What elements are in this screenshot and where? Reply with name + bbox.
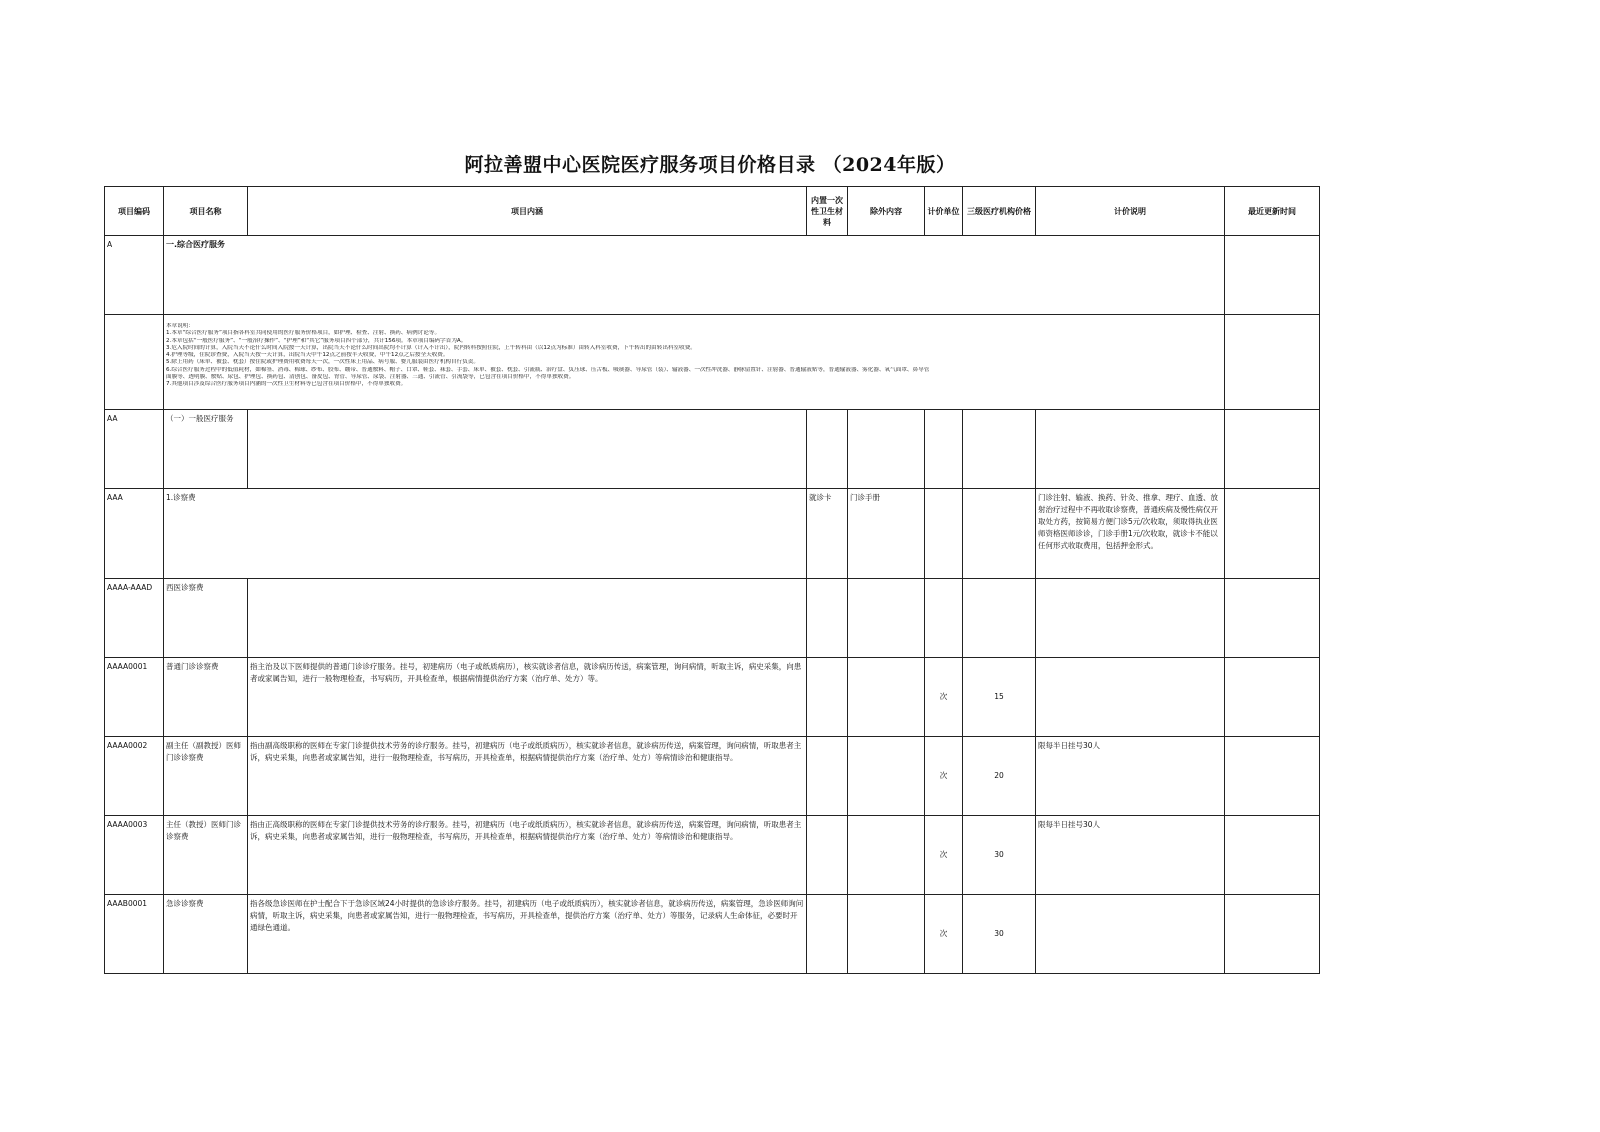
subsection-code: AA xyxy=(105,410,164,489)
note-line: 本章说明： xyxy=(166,323,194,329)
row-content: 指由副高级职称的医师在专家门诊提供技术劳务的诊疗服务。挂号，初建病历（电子或纸质病历），核实就诊者信息，就诊病历传送，病案管理，询问病情，听取患者主诉，病史采集，向患者或家属告知，进行一般物理检查，书写病历，开具检查单，根据病情提供治疗方案（治疗单、处方）等病情诊治和健康指导。 xyxy=(248,737,807,816)
chapter-notes xyxy=(164,315,1225,410)
row-code: AAAB0001 xyxy=(105,895,164,974)
note-line: 2.本章包括“一般医疗服务”、“一般治疗操作”、“护理”和“其它”服务项目四个部分，共计156项。本章项目编码字首为A。 xyxy=(166,337,467,344)
header-row xyxy=(105,187,1320,236)
section-code: A xyxy=(105,236,164,315)
table-row xyxy=(105,816,1320,895)
item-exclusion: 门诊手册 xyxy=(848,489,925,579)
header-content: 项目内涵 xyxy=(248,187,807,236)
row-content: 指主治及以下医师提供的普通门诊诊疗服务。挂号，初建病历（电子或纸质病历），核实就诊者信息，就诊病历传送，病案管理，询问病情，听取主诉，病史采集，向患者或家属告知，进行一般物理检查，书写病历，开具检查单，根据病情提供治疗方案（治疗单、处方）等。 xyxy=(248,658,807,737)
row-price: 15 xyxy=(963,658,1036,737)
row-explanation: 限每半日挂号30人 xyxy=(1036,737,1225,816)
note-line: 7.其他项目涉及综合医疗服务项目内涵的一次性卫生材料等已包含在项目价格中，不得单独收费。 xyxy=(166,381,407,388)
item-material: 就诊卡 xyxy=(807,489,848,579)
section-row xyxy=(105,236,1320,315)
item-explanation: 门诊注射、输液、换药、针灸、推拿、理疗、血透、放射治疗过程中不再收取诊察费，普通疾病及慢性病仅开取处方药，按简易方便门诊5元/次收取，须取得执业医师资格医师诊诊，门诊手册1元/次收取，就诊卡不能以任何形式收取费用，包括押金形式。 xyxy=(1036,489,1225,579)
price-table xyxy=(104,186,1320,974)
note-line: 4.护理等级，住院诊查费，入院当天按一天计算，出院当天中午12点之前按半天收费，中午12点之后按全天收费。 xyxy=(166,352,449,359)
row-unit: 次 xyxy=(925,737,963,816)
item-row xyxy=(105,489,1320,579)
header-material: 内置一次性卫生材料 xyxy=(807,187,848,236)
row-explanation xyxy=(1036,895,1225,974)
header-updated: 最近更新时间 xyxy=(1225,187,1320,236)
header-unit: 计价单位 xyxy=(925,187,963,236)
item-name: 1.诊察费 xyxy=(164,489,807,579)
group-name: 西医诊察费 xyxy=(164,579,248,658)
note-line: 1.本章“综合医疗服务”项目指各科室共同使用的医疗服务价格项目，如护理、检查、注射、换药、病例讨论等。 xyxy=(166,330,441,337)
row-explanation xyxy=(1036,658,1225,737)
table-row xyxy=(105,737,1320,816)
row-unit: 次 xyxy=(925,816,963,895)
page-title: 阿拉善盟中心医院医疗服务项目价格目录 （2024年版） xyxy=(464,154,956,176)
row-name: 主任（教授）医师门诊诊察费 xyxy=(164,816,248,895)
row-price: 20 xyxy=(963,737,1036,816)
header-price: 三级医疗机构价格 xyxy=(963,187,1036,236)
row-name: 急诊诊察费 xyxy=(164,895,248,974)
group-code: AAAA-AAAD xyxy=(105,579,164,658)
row-unit: 次 xyxy=(925,658,963,737)
row-price: 30 xyxy=(963,895,1036,974)
group-row xyxy=(105,579,1320,658)
table-row xyxy=(105,658,1320,737)
row-content: 指由正高级职称的医师在专家门诊提供技术劳务的诊疗服务。挂号，初建病历（电子或纸质病历），核实就诊者信息，就诊病历传送，病案管理，询问病情，听取患者主诉，病史采集，向患者或家属告知，进行一般物理检查，书写病历，开具检查单，根据病情提供治疗方案（治疗单、处方）等病情诊治和健康指导。 xyxy=(248,816,807,895)
row-code: AAAA0002 xyxy=(105,737,164,816)
header-code: 项目编码 xyxy=(105,187,164,236)
note-line: 3.危入院时间的计算，入院当天不论什么时间入院按一天计算，出院当天不论什么时间出院均不计算（计入不计出），院内转科按照住院，上午转科由（以12点为标准）由转入科室收费，下午转出的由转出科室收费。 xyxy=(166,344,696,351)
row-unit: 次 xyxy=(925,895,963,974)
row-price: 30 xyxy=(963,816,1036,895)
row-code: AAAA0003 xyxy=(105,816,164,895)
subsection-name: （一）一般医疗服务 xyxy=(164,410,248,489)
note-line: 6.综合医疗服务过程中的低值耗材，如棉签、消毒、棉球、纱布、胶布、绷带、普通敷料、帽子、口罩、鞋套、袜套、手套、床单、被套、枕套、引流瓶、治疗盘、负压球、压舌板、吸痰器、导尿管（装）、输液器、一次性冲洗器、静脉留置针、注射器、普通输液贴等，普通输液器、雾化器、氧气面罩、鼻导管 xyxy=(166,366,930,373)
subsection-row xyxy=(105,410,1320,489)
note-line: 面膜等、透明膜、敷贴、尿包、护理包、换药包、清创包、备皮包、胃管、导尿管、尿袋、注射器、三通、引流管、引流袋等，已包含在项目价格中，不得单独收费。 xyxy=(166,374,575,381)
notes-row xyxy=(105,315,1320,410)
row-name: 副主任（副教授）医师门诊诊察费 xyxy=(164,737,248,816)
header-name: 项目名称 xyxy=(164,187,248,236)
section-name: 一.综合医疗服务 xyxy=(164,236,1225,315)
row-explanation: 限每半日挂号30人 xyxy=(1036,816,1225,895)
row-content: 指各级急诊医师在护士配合下于急诊区域24小时提供的急诊诊疗服务。挂号，初建病历（电子或纸质病历），核实就诊者信息，就诊病历传送，病案管理，急诊医师询问病情，听取主诉，病史采集，向患者或家属告知，进行一般物理检查，书写病历，开具检查单，提供治疗方案（治疗单、处方）等服务，记录病人生命体征，必要时开通绿色通道。 xyxy=(248,895,807,974)
note-line: 5.除上用药（床单、被套、枕套）按住院或护理费用收费每天一次，一次性床上用品、病号服、婴儿服装由医疗机构自行负责。 xyxy=(166,359,479,366)
header-exclusion: 除外内容 xyxy=(848,187,925,236)
row-code: AAAA0001 xyxy=(105,658,164,737)
row-name: 普通门诊诊察费 xyxy=(164,658,248,737)
header-explanation: 计价说明 xyxy=(1036,187,1225,236)
table-row xyxy=(105,895,1320,974)
item-code: AAA xyxy=(105,489,164,579)
